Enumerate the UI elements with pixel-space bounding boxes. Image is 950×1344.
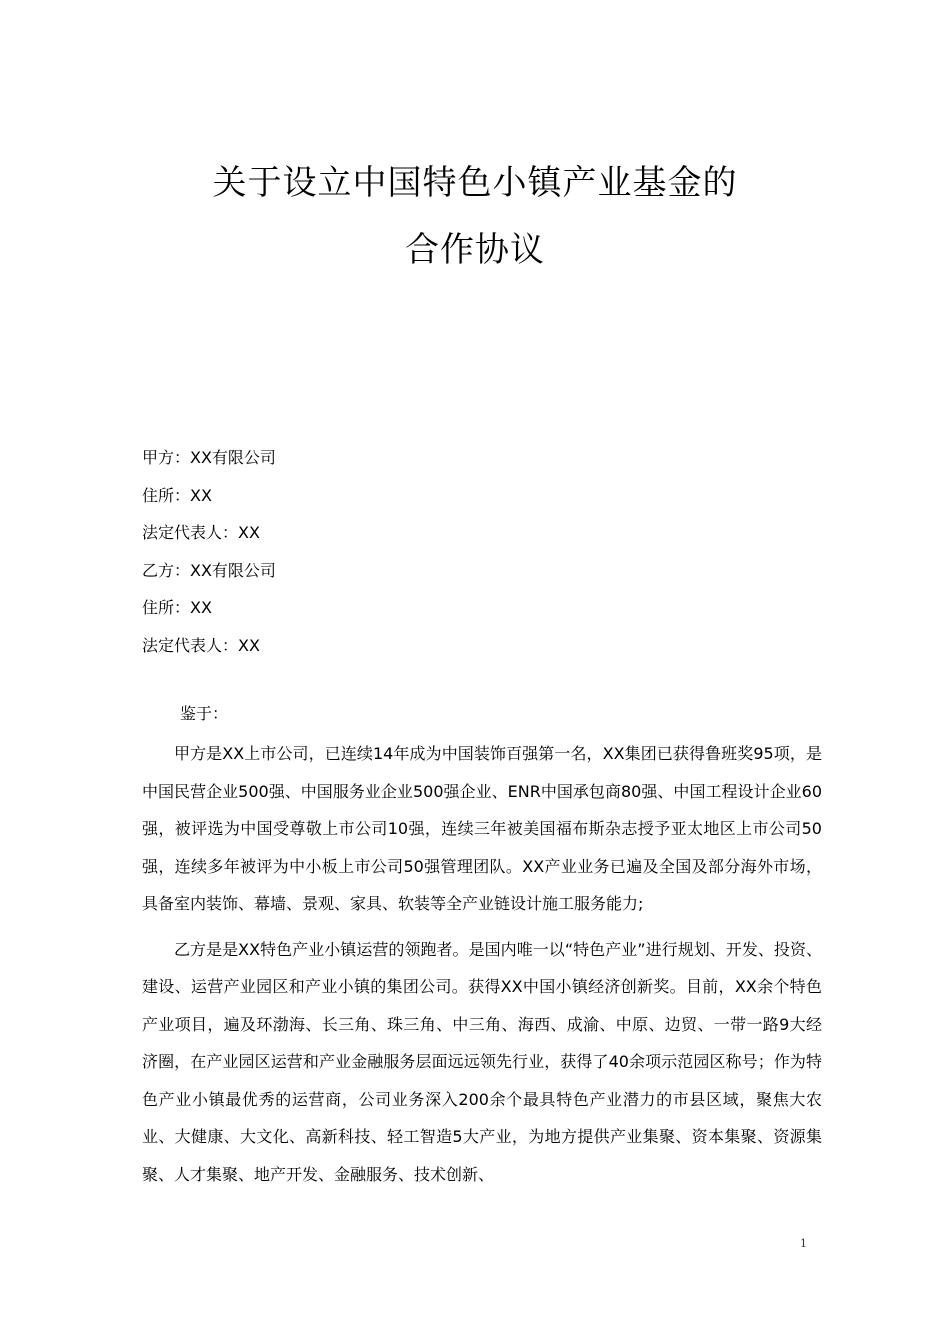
party-b-name: 乙方：XX有限公司 bbox=[142, 560, 276, 580]
page-number: 1 bbox=[800, 1237, 807, 1250]
recital-paragraph-party-a: 甲方是XX上市公司，已连续14年成为中国装饰百强第一名，XX集团已获得鲁班奖95项，是中国民营企业500强、中国服务业企业500强企业、ENR中国承包商80强、中国工程设计企业60强，被评选为中国受尊敬上市公司10强，连续三年被美国福布斯杂志授予亚太地区上市公司50强，连续多年被评为中小板上市公司50强管理团队。XX产业业务已遍及全国及部分海外市场，具备室内装饰、幕墙、景观、家具、软装等全产业链设计施工服务能力; bbox=[142, 744, 822, 913]
document-title-line-1: 关于设立中国特色小镇产业基金的 bbox=[212, 163, 738, 203]
recital-paragraph-party-b: 乙方是是XX特色产业小镇运营的领跑者。是国内唯一以“特色产业”进行规划、开发、投资、建设、运营产业园区和产业小镇的集团公司。获得XX中国小镇经济创新奖。目前，XX余个特色产业项目，遍及环渤海、长三角、珠三角、中三角、海西、成渝、中原、边贸、一带一路9大经济圈，在产业园区运营和产业金融服务层面远远领先行业，获得了40余项示范园区称号；作为特色产业小镇最优秀的运营商，公司业务深入200余个最具特色产业潜力的市县区域，聚焦大农业、大健康、大文化、高新科技、轻工智造5大产业，为地方提供产业集聚、资本集聚、资源集聚、人才集聚、地产开发、金融服务、技术创新、 bbox=[142, 939, 822, 1184]
party-a-name: 甲方：XX有限公司 bbox=[142, 448, 276, 467]
party-b-representative: 法定代表人：XX bbox=[142, 635, 260, 655]
party-information bbox=[142, 439, 822, 664]
party-a-representative: 法定代表人：XX bbox=[142, 523, 260, 542]
party-b-address: 住所：XX bbox=[142, 598, 212, 617]
recital-section bbox=[142, 700, 822, 1193]
document-title-line-2: 合作协议 bbox=[405, 230, 545, 270]
recital-heading: 鉴于： bbox=[180, 704, 229, 723]
party-a-address: 住所：XX bbox=[142, 485, 212, 505]
